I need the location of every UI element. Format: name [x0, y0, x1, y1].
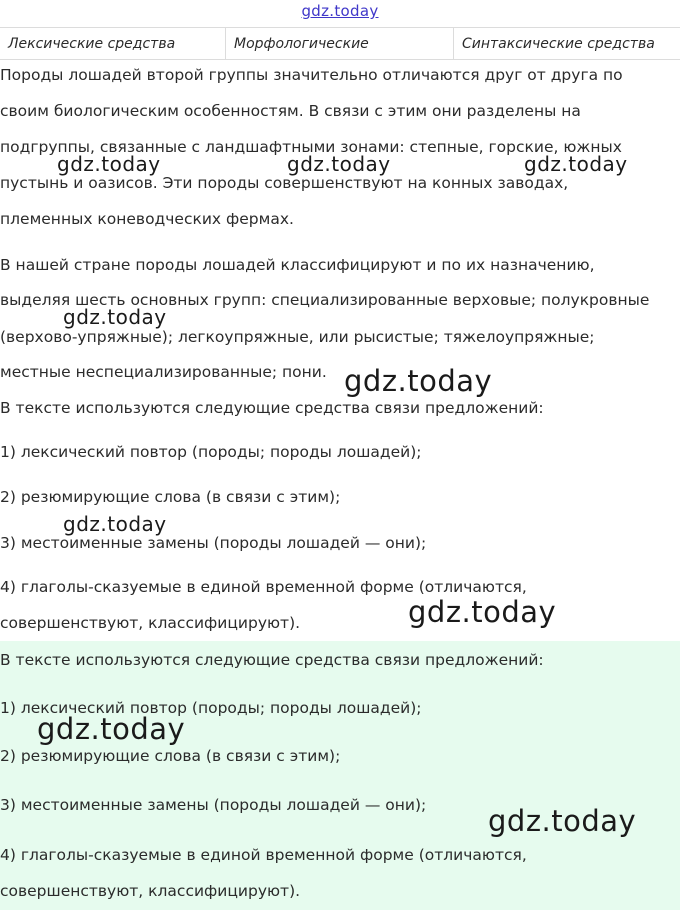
- column-morphological: Морфологические: [226, 28, 454, 59]
- answer-list-item: 1) лексический повтор (породы; породы лошадей);: [0, 699, 422, 717]
- watermark: gdz.today: [488, 804, 637, 838]
- answer-list-item: 4) глаголы-сказуемые в единой временной форме (отличаются,: [0, 846, 527, 864]
- watermark: gdz.today: [287, 152, 391, 176]
- column-syntactic: Синтаксические средства: [462, 35, 655, 52]
- text-line: племенных коневодческих фермах.: [0, 210, 294, 228]
- watermark: gdz.today: [63, 305, 167, 329]
- answer-block: [0, 641, 680, 910]
- list-item: 2) резюмирующие слова (в связи с этим);: [0, 488, 341, 506]
- list-item: совершенствуют, классифицируют).: [0, 614, 301, 632]
- watermark: gdz.today: [524, 152, 628, 176]
- watermark: gdz.today: [57, 152, 161, 176]
- text-line: подгруппы, связанные с ландшафтными зонами: степные, горские, южных: [0, 138, 622, 156]
- site-logo-link[interactable]: gdz.today: [301, 2, 379, 20]
- answer-list-item: 2) резюмирующие слова (в связи с этим);: [0, 747, 341, 765]
- list-item: 1) лексический повтор (породы; породы лошадей);: [0, 443, 422, 461]
- answer-list-item: 3) местоименные замены (породы лошадей — они);: [0, 796, 427, 814]
- column-lexical: Лексические средства: [0, 28, 226, 59]
- text-line: В нашей стране породы лошадей классифицируют и по их назначению,: [0, 256, 595, 274]
- list-item: 4) глаголы-сказуемые в единой временной форме (отличаются,: [0, 578, 527, 596]
- answer-list-item: совершенствуют, классифицируют).: [0, 882, 301, 900]
- answer-line: В тексте используются следующие средства связи предложений:: [0, 651, 544, 669]
- watermark: gdz.today: [408, 595, 557, 629]
- watermark: gdz.today: [37, 712, 186, 746]
- list-item: 3) местоименные замены (породы лошадей — они);: [0, 534, 427, 552]
- text-line: выделяя шесть основных групп: специализированные верховые; полукровные: [0, 291, 650, 309]
- text-line: Породы лошадей второй группы значительно отличаются друг от друга по: [0, 66, 623, 84]
- watermark: gdz.today: [344, 364, 493, 398]
- text-line: (верхово-упряжные); легкоупряжные, или рысистые; тяжелоупряжные;: [0, 328, 595, 346]
- text-line: местные неспециализированные; пони.: [0, 363, 327, 381]
- text-line: своим биологическим особенностям. В связи с этим они разделены на: [0, 102, 581, 120]
- text-line: В тексте используются следующие средства связи предложений:: [0, 399, 544, 417]
- text-line: пустынь и оазисов. Эти породы совершенствуют на конных заводах,: [0, 174, 569, 192]
- watermark: gdz.today: [63, 512, 167, 536]
- means-table-header: [0, 27, 680, 60]
